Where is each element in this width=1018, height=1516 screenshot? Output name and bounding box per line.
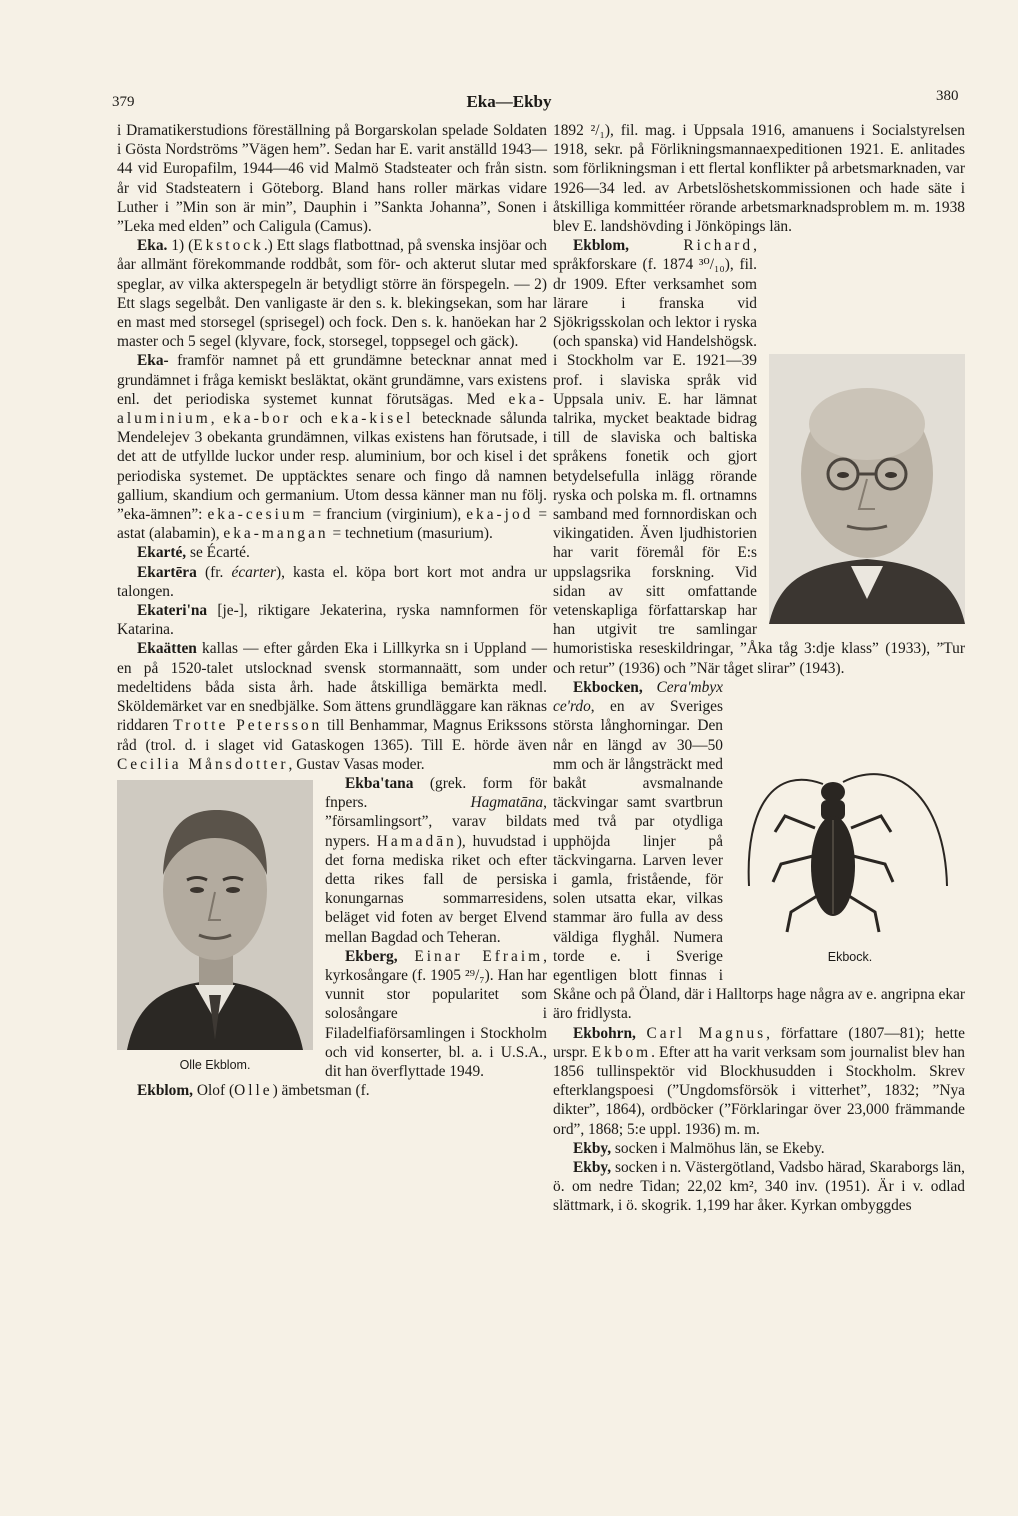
entry-ekaatten: Ekaätten kallas — efter gården Eka i Lillkyrka sn i Uppland — en på 1520-talet utslocknad svensk stormannaätt, som under medeltidens båda sista årh. hade åtskilliga bemärkta medl. Sköldemärket var en snedbjälke. Som ättens grundläggare kan räknas riddaren Trotte Petersson till Benhammar, Magnus Erikssons råd (trol. d. i slaget vid Gataskogen 1365). Till E. hörde även Cecilia Månsdotter, Gustav Vasas moder. [117, 640, 547, 773]
entry-continuation: i Dramatikerstudions föreställning på Borgarskolan spelade Soldaten i Gösta Nordströms ”Vägen hem”. Sedan har E. varit anställd 1943—44 vid Europafilm, 1944—46 vid Malmö Stadsteater och från sistn. år vid Stadsteatern i Göteborg. Bland hans roller märkas vidare Luther i ”Min son är min”, Dauphin i ”Sankta Johanna”, Sonen i ”Leka med elden” och Caligula (Camus). [117, 122, 547, 236]
beetle-figure [735, 736, 965, 968]
entry-ekbohrn: Ekbohrn, Carl Magnus, författare (1807—81); hette urspr. Ekbom. Efter att ha varit verksam som journalist blev han 1856 tullinspektör vid Blockhusudden i Stockholm. Skrev efterklangspoesi (”Ungdomsförsök i vitterhet”, 1832; ”Nya dikter”, 1864), ordböcker (”Förklaringar över 23,000 främmande ord”, 1868; 5:e uppl. 1936) m. m. [553, 1024, 965, 1138]
page-header [0, 88, 1018, 118]
entry-ekbocken: Ekbocken, Cera'mbyx ce'rdo, en av Sveriges största långhorningar. Den når en längd av 30—50 mm och är långsträckt med bakåt avsmalnande täckvingar samt svartbrun med två par otydliga upphöjda linjer på täckvingarna. Larven lever i gamla, fristående, för solen utsatta ekar, vilkas stammar äro fulla av dess väldiga flyghål. Numera torde e. i Sverige egentligen blott finnas i Skåne och på Öland, där i Halltorps hage några av e. angripna ekar äro fridlysta. [553, 678, 965, 1023]
entry-continuation: 1892 ²/₁), fil. mag. i Uppsala 1916, amanuens i Socialstyrelsen 1918, sekr. på Förlikningsmannaexpeditionen 1921. E. anlitades som förlikningsman i ett flertal konflikter på arbetsmarknaden, var 1926—34 led. av Arbetslöshetskommissionen och hade säte i åtskilliga kommittéer rörande arbetsmarknadsproblem m. m. 1938 blev E. landshövding i Jönköpings län. [553, 122, 965, 236]
page-number-right: 380 [936, 88, 959, 104]
left-column [117, 121, 547, 1100]
headword: Ekartēra [137, 563, 197, 581]
entry-ekarte: Ekarté, se Écarté. [137, 544, 250, 562]
headword: Ekblom, [137, 1082, 194, 1100]
portrait-caption: Olle Ekblom. [179, 1057, 251, 1072]
beetle-illustration [735, 736, 965, 942]
entry-ekblom-olof: Ekblom, Olof (Olle) ämbetsman (f. [137, 1082, 370, 1100]
headword: Ekbocken, [573, 678, 643, 696]
entry-ekby-1: Ekby, socken i Malmöhus län, se Ekeby. [573, 1139, 825, 1157]
entry-ekblom-richard: Ekblom, Richard, språkforskare (f. 1874 ³⁰/₁₀), fil. dr 1909. Efter verksamhet som lärare i franska vid Sjökrigsskolan och lektor i ryska (och spanska) vid Handelshögsk. i Stockholm var E. 1921—39 prof. i slaviska språk vid Uppsala univ. E. har lämnat talrika, mycket beaktade bidrag till de slaviska och baltiska språkens fonetik och gjort betydelsefulla inlägg rörande ryska och polska m. fl. ortnamns samband med fornnordiskan och vikingatiden. Även ljudhistorien har varit föremål för E:s uppslagsrika forskning. Vid sidan av sitt omfattande vetenskapliga författarskap har han utgivit tre samlingar humoristiska reseskildringar, ”Åka tåg 3:dje klass” (1933), ”Tur och retur” (1936) och ”När tåget slirar” (1943). [553, 237, 965, 677]
headword: Ekby, [573, 1139, 612, 1157]
headword: Ekaätten [137, 640, 197, 658]
headword: Eka- [137, 352, 169, 370]
headword: Ekarté, [137, 544, 187, 562]
entry-ekbatana: Ekba'tana (grek. form för fnpers. Hagmatāna, ”församlingsort”, varav bildats nypers. Hamadān), huvudstad i det forna mediska riket och efter detta rikes fall de persiska konungarnas sommarresidens, beläget vid foten av berget Elvend mellan Bagdad och Teheran. [325, 774, 547, 946]
headword: Ekberg, [345, 947, 398, 965]
headword: Eka. [137, 237, 168, 255]
right-column [553, 121, 965, 1216]
entry-ekaterina: Ekateri'na [je-], riktigare Jekaterina, ryska namnformen för Katarina. [117, 602, 547, 639]
entry-ekberg: Ekberg, Einar Efraim, kyrkosångare (f. 1905 ²⁹/₇). Han har vunnit stor popularitet som solosångare i Filadelfiaförsamlingen i Stockholm och vid konserter, bl. a. i U.S.A., dit han överflyttade 1949. [325, 947, 547, 1080]
entry-ekby-2: Ekby, socken i n. Västergötland, Vadsbo härad, Skaraborgs län, ö. om nedre Tidan; 22,02 km², 340 inv. (1951). Är i v. odlad slättmark, i ö. skogrik. 1,199 har åker. Kyrkan ombyggdes [553, 1158, 965, 1215]
page-number-left: 379 [112, 94, 135, 110]
portrait-photo [769, 354, 965, 624]
portrait-richard-ekblom [769, 354, 965, 624]
portrait-olle-ekblom [117, 780, 313, 1076]
headword: Ekby, [573, 1158, 612, 1176]
portrait-photo [117, 780, 313, 1050]
entry-eka-prefix: Eka- framför namnet på ett grundämne betecknar annat med grundämnet i fråga kemiskt besläktat, okänt grundämne, vars existens enl. det periodiska systemet kunnat förutsägas. Med eka-aluminium, eka-bor och eka-kisel betecknade sålunda Mendelejev 3 obekanta grundämnen, vilkas existens han förutsade, i det att de utfyllde luckor under resp. aluminium, bor och kisel i det periodiska systemet. De upptäcktes senare och fingo då namnen gallium, skandium och germanium. Utom dessa känner man nu följ. ”eka-ämnen”: eka-cesium = francium (virginium), eka-jod = astat (alabamin), eka-mangan = technetium (masurium). [117, 352, 548, 543]
running-head: Eka—Ekby [466, 92, 552, 111]
entry-eka: Eka. 1) (Ekstock.) Ett slags flatbottnad, på svenska insjöar och åar allmänt förekommande roddbåt, som för- och akterut slutar med speglar, av vilka akterspegeln är betydligt större än förspegeln. — 2) Ett slags segelbåt. Den vanligaste är den s. k. blekingsekan, som har en mast med storsegel (sprisegel) och fock. Den s. k. hanöekan har 2 master och 5 segel (klyvare, fock, storsegel, toppsegel och gäck). [117, 237, 547, 351]
headword: Ekblom, [573, 237, 630, 255]
headword: Ekbohrn, [573, 1024, 636, 1042]
headword: Ekateri'na [137, 602, 208, 620]
entry-ekartera: Ekartēra (fr. écarter), kasta el. köpa bort kort mot andra ur talongen. [117, 563, 547, 600]
beetle-caption: Ekbock. [827, 949, 873, 964]
headword: Ekba'tana [345, 774, 414, 792]
